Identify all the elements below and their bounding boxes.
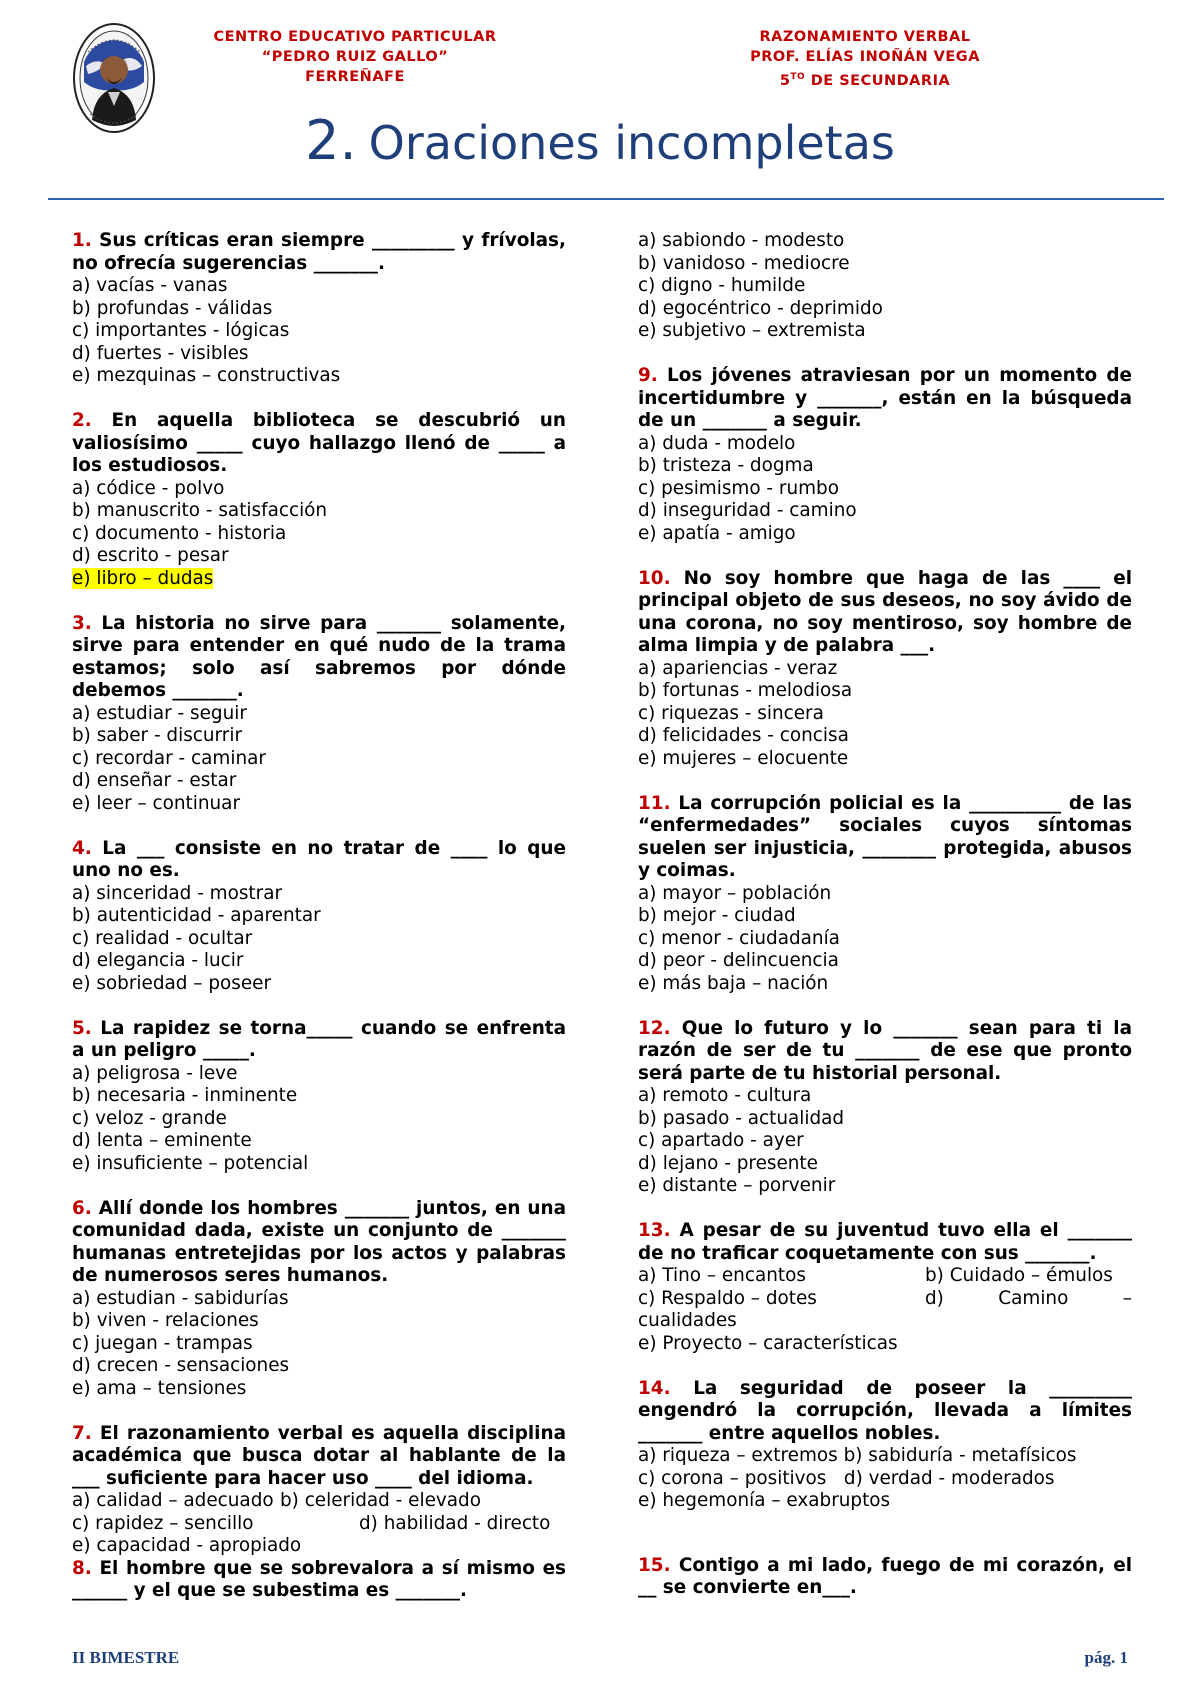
school-city: FERREÑAFE — [305, 69, 405, 85]
title-text: Oraciones incompletas — [368, 116, 895, 170]
option-e: e) distante – porvenir — [638, 1175, 836, 1196]
option-a: a) estudian - sabidurías — [72, 1287, 289, 1309]
option-c: c) veloz - grande — [72, 1107, 227, 1129]
option-d: d) enseñar - estar — [72, 770, 237, 791]
option-c: c) documento - historia — [72, 522, 287, 544]
title-divider — [48, 198, 1164, 200]
question-10 — [638, 568, 1132, 771]
question-7 — [72, 1423, 566, 1558]
option-e: e) mujeres – elocuente — [638, 747, 849, 769]
option-c: c) Respaldo – dotes — [638, 1287, 817, 1309]
option-d: d) inseguridad - camino — [638, 500, 857, 521]
question-stem: 15. Contigo a mi lado, fuego de mi corazón, el __ se convierte en___. — [638, 1554, 1132, 1598]
page-number: pág. 1 — [1084, 1648, 1128, 1667]
option-a: a) vacías - vanas — [72, 275, 228, 296]
option-a: a) Tino – encantos — [638, 1265, 806, 1286]
option-d: d) fuertes - visibles — [72, 342, 249, 364]
option-c: c) recordar - caminar — [72, 747, 266, 769]
question-stem: 14. La seguridad de poseer la _________ engendró la corrupción, llevada a límites _______ entre aquellos nobles. — [638, 1377, 1132, 1444]
option-e: e) mezquinas – constructivas — [72, 365, 341, 386]
option-e-highlighted: e) libro – dudas — [72, 567, 214, 589]
question-6 — [72, 1198, 566, 1401]
right-column — [638, 230, 1132, 1622]
option-b: b) tristeza - dogma — [638, 455, 814, 476]
option-d: d) Camino – — [925, 1287, 1132, 1309]
option-d: d) lejano - presente — [638, 1152, 818, 1174]
option-c: c) importantes - lógicas — [72, 320, 290, 341]
question-14 — [638, 1378, 1132, 1513]
option-e: e) ama – tensiones — [72, 1377, 247, 1399]
question-stem: 3. La historia no sirve para _______ solamente, sirve para entender en qué nudo de la trama estamos; solo así sabremos por dónde debemos _______. — [72, 612, 566, 701]
option-row-ab: a) riqueza – extremos b) sabiduría - metafísicos — [638, 1445, 1077, 1466]
question-11 — [638, 793, 1132, 996]
option-d: d) lenta – eminente — [72, 1130, 252, 1151]
question-stem: 6. Allí donde los hombres _______ juntos, en una comunidad dada, existe un conjunto de _______ humanas entretejidas por los actos y palabras de numerosos seres humanos. — [72, 1197, 566, 1286]
question-stem: 2. En aquella biblioteca se descubrió un valiosísimo _____ cuyo hallazgo llenó de _____ a los estudiosos. — [72, 410, 566, 476]
question-stem: 10. No soy hombre que haga de las ____ el principal objeto de sus deseos, no soy ávido de una corona, no soy mentiroso, soy hombre de alma limpia y de palabra ___. — [638, 567, 1132, 656]
option-a: a) calidad – adecuado — [72, 1490, 274, 1511]
question-stem: 1. Sus críticas eran siempre _________ y frívolas, no ofrecía sugerencias _______. — [72, 230, 566, 274]
option-b: b) fortunas - melodiosa — [638, 680, 853, 701]
option-b: b) vanidoso - mediocre — [638, 252, 850, 274]
option-a: a) peligrosa - leve — [72, 1062, 238, 1084]
option-e: e) Proyecto – características — [638, 1332, 898, 1354]
option-a: a) remoto - cultura — [638, 1085, 812, 1106]
option-c: c) realidad - ocultar — [72, 927, 253, 949]
option-d: d) escrito - pesar — [72, 545, 229, 566]
question-4 — [72, 838, 566, 996]
question-stem: 5. La rapidez se torna_____ cuando se enfrenta a un peligro _____. — [72, 1017, 566, 1061]
option-c: c) pesimismo - rumbo — [638, 477, 839, 499]
option-grid — [638, 1265, 1132, 1310]
option-c: c) riquezas - sincera — [638, 702, 824, 724]
footer-term: II BIMESTRE — [72, 1648, 180, 1667]
option-b: b) necesaria - inminente — [72, 1085, 298, 1106]
question-stem: 12. Que lo futuro y lo _______ sean para ti la razón de ser de tu _______ de ese que pronto será parte de tu historial personal. — [638, 1017, 1132, 1084]
course-name: RAZONAMIENTO VERBAL — [759, 29, 971, 45]
option-c: c) juegan - trampas — [72, 1332, 253, 1354]
option-d-continued: cualidades — [638, 1310, 737, 1331]
option-c: c) menor - ciudadanía — [638, 927, 840, 949]
question-stem: 9. Los jóvenes atraviesan por un momento de incertidumbre y _______, están en la búsqueda de un _______ a seguir. — [638, 365, 1132, 431]
option-b: b) saber - discurrir — [72, 725, 243, 746]
question-8 — [72, 1558, 566, 1603]
option-e: e) leer – continuar — [72, 792, 241, 814]
option-row — [72, 1490, 566, 1513]
option-b: b) pasado - actualidad — [638, 1107, 845, 1129]
option-b: b) autenticidad - aparentar — [72, 905, 321, 926]
option-d: d) crecen - sensaciones — [72, 1355, 290, 1376]
question-stem: 13. A pesar de su juventud tuvo ella el _______ de no traficar coquetamente con sus _______. — [638, 1220, 1132, 1264]
question-9 — [638, 365, 1132, 545]
course-header — [720, 27, 1010, 91]
option-row — [72, 1513, 566, 1536]
option-e: e) más baja – nación — [638, 972, 829, 994]
title-number: 2. — [305, 109, 357, 172]
option-e: e) insuficiente – potencial — [72, 1152, 309, 1174]
school-type: CENTRO EDUCATIVO PARTICULAR — [213, 29, 497, 45]
school-name: “PEDRO RUIZ GALLO” — [261, 49, 449, 65]
option-a: a) sabiondo - modesto — [638, 230, 845, 251]
question-12 — [638, 1018, 1132, 1198]
grade-level: $5^{TO}$ DE SECUNDARIA — [779, 72, 951, 89]
option-d: d) felicidades - concisa — [638, 725, 849, 746]
teacher-name: PROF. ELÍAS INOÑÁN VEGA — [750, 49, 980, 65]
question-stem: 8. El hombre que se sobrevalora a sí mismo es ______ y el que se subestima es _______. — [72, 1557, 566, 1601]
option-b: b) viven - relaciones — [72, 1310, 259, 1331]
option-c: c) rapidez – sencillo — [72, 1512, 254, 1534]
question-stem: 11. La corrupción policial es la __________ de las “enfermedades” sociales cuyos síntomas suelen ser injusticia, ________ protegida, abusos y coimas. — [638, 792, 1132, 881]
option-c: c) digno - humilde — [638, 275, 806, 296]
option-e: e) hegemonía – exabruptos — [638, 1490, 891, 1511]
option-e: e) apatía - amigo — [638, 522, 796, 544]
option-c: c) apartado - ayer — [638, 1130, 804, 1151]
option-b: b) mejor - ciudad — [638, 905, 796, 926]
option-e: e) capacidad - apropiado — [72, 1535, 302, 1556]
question-3 — [72, 613, 566, 816]
option-a: a) códice - polvo — [72, 477, 225, 499]
option-d: d) habilidad - directo — [359, 1512, 551, 1534]
question-15 — [638, 1555, 1132, 1600]
option-b: b) profundas - válidas — [72, 297, 273, 319]
question-2 — [72, 410, 566, 590]
option-b: b) celeridad - elevado — [280, 1490, 481, 1511]
option-a: a) estudiar - seguir — [72, 702, 247, 724]
left-column — [72, 230, 566, 1625]
school-header — [190, 27, 520, 87]
option-e: e) sobriedad – poseer — [72, 972, 272, 994]
question-13 — [638, 1220, 1132, 1355]
question-stem: 7. El razonamiento verbal es aquella disciplina académica que busca dotar al hablante de la ___ suficiente para hacer uso ____ del idioma. — [72, 1422, 566, 1489]
question-stem: 4. La ___ consiste en no tratar de ____ lo que uno no es. — [72, 837, 566, 881]
option-d: d) elegancia - lucir — [72, 950, 244, 971]
option-b: b) manuscrito - satisfacción — [72, 500, 328, 521]
page-title — [0, 108, 1200, 176]
option-d: d) egocéntrico - deprimido — [638, 297, 883, 319]
option-d: d) peor - delincuencia — [638, 950, 839, 971]
option-a: a) apariencias - veraz — [638, 657, 838, 679]
option-b: b) Cuidado – émulos — [925, 1265, 1113, 1286]
option-a: a) sinceridad - mostrar — [72, 882, 283, 904]
option-a: a) mayor – población — [638, 882, 832, 904]
question-8-options — [638, 230, 1132, 343]
question-5 — [72, 1018, 566, 1176]
option-a: a) duda - modelo — [638, 432, 796, 454]
option-row-cd: c) corona – positivos d) verdad - moderados — [638, 1467, 1055, 1489]
option-e: e) subjetivo – extremista — [638, 320, 866, 341]
question-1 — [72, 230, 566, 388]
